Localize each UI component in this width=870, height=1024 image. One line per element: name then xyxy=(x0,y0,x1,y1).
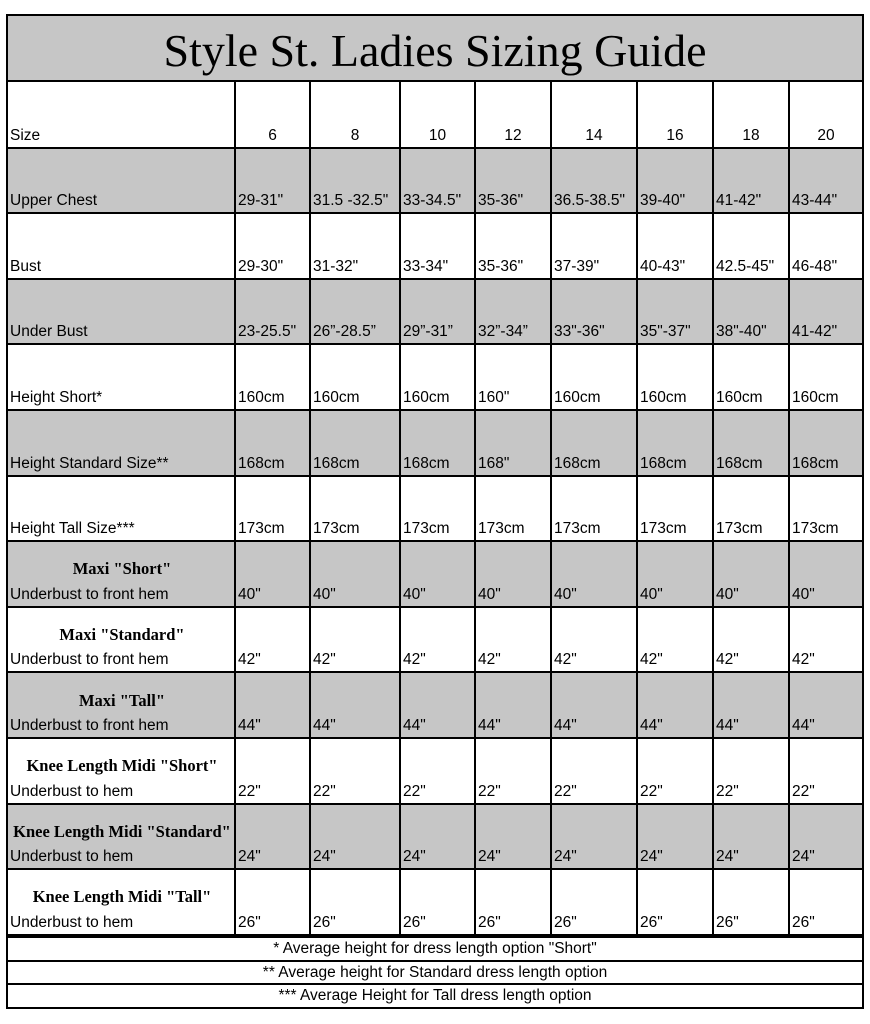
table-row xyxy=(8,148,862,214)
row-label-cell: Upper Chest xyxy=(8,148,235,214)
size-header-cell: 12 xyxy=(475,82,551,148)
table-row xyxy=(8,476,862,542)
measurement-cell: 33-34" xyxy=(400,213,475,279)
measurement-cell: 26" xyxy=(637,869,713,935)
row-title: Maxi "Tall" xyxy=(78,690,165,710)
measurement-cell: 40" xyxy=(789,541,862,607)
size-header-label: Size xyxy=(8,82,235,148)
measurement-cell: 168" xyxy=(475,410,551,476)
measurement-cell: 40-43" xyxy=(637,213,713,279)
measurement-cell: 23-25.5" xyxy=(235,279,310,345)
size-header-cell: 10 xyxy=(400,82,475,148)
measurement-cell: 173cm xyxy=(637,476,713,542)
row-label: Underbust to hem xyxy=(10,782,134,800)
measurement-cell: 32”-34” xyxy=(475,279,551,345)
measurement-cell: 40" xyxy=(637,541,713,607)
measurement-cell: 24" xyxy=(310,804,400,870)
measurement-cell: 33"-36" xyxy=(551,279,637,345)
size-header-cell: 6 xyxy=(235,82,310,148)
row-label-cell: Height Tall Size*** xyxy=(8,476,235,542)
measurement-cell: 39-40" xyxy=(637,148,713,214)
table-row xyxy=(8,738,862,804)
table-row xyxy=(8,869,862,935)
measurement-cell: 168cm xyxy=(637,410,713,476)
measurement-cell: 173cm xyxy=(400,476,475,542)
measurement-cell: 26”-28.5” xyxy=(310,279,400,345)
row-label: Underbust to front hem xyxy=(10,651,169,669)
measurement-cell: 26" xyxy=(551,869,637,935)
measurement-cell: 42.5-45" xyxy=(713,213,789,279)
measurement-cell: 24" xyxy=(637,804,713,870)
measurement-cell: 31-32" xyxy=(310,213,400,279)
measurement-cell: 44" xyxy=(310,672,400,738)
measurement-cell: 44" xyxy=(400,672,475,738)
measurement-cell: 160cm xyxy=(400,344,475,410)
measurement-cell: 160cm xyxy=(789,344,862,410)
row-title: Maxi "Short" xyxy=(72,559,172,579)
row-title: Knee Length Midi "Standard" xyxy=(13,821,231,841)
measurement-cell: 24" xyxy=(713,804,789,870)
measurement-cell: 40" xyxy=(475,541,551,607)
row-label-cell xyxy=(8,672,235,738)
measurement-cell: 173cm xyxy=(310,476,400,542)
footnotes xyxy=(8,936,862,1007)
row-label-cell xyxy=(8,738,235,804)
measurement-cell: 35-36" xyxy=(475,213,551,279)
row-label-cell: Under Bust xyxy=(8,279,235,345)
measurement-cell: 26" xyxy=(475,869,551,935)
measurement-cell: 173cm xyxy=(789,476,862,542)
measurement-cell: 22" xyxy=(400,738,475,804)
row-title: Knee Length Midi "Tall" xyxy=(32,887,212,907)
measurement-cell: 168cm xyxy=(713,410,789,476)
measurement-cell: 173cm xyxy=(475,476,551,542)
table-row xyxy=(8,410,862,476)
measurement-cell: 37-39" xyxy=(551,213,637,279)
header-row xyxy=(8,82,862,148)
measurement-cell: 160" xyxy=(475,344,551,410)
row-label: Underbust to front hem xyxy=(10,585,169,603)
measurement-cell: 44" xyxy=(637,672,713,738)
page-title: Style St. Ladies Sizing Guide xyxy=(163,25,707,76)
footnote: ** Average height for Standard dress length option xyxy=(8,960,862,984)
measurement-cell: 43-44" xyxy=(789,148,862,214)
measurement-cell: 24" xyxy=(400,804,475,870)
measurement-cell: 26" xyxy=(400,869,475,935)
measurement-cell: 42" xyxy=(551,607,637,673)
sizing-guide-sheet xyxy=(6,14,864,1009)
measurement-cell: 36.5-38.5" xyxy=(551,148,637,214)
measurement-cell: 44" xyxy=(551,672,637,738)
measurement-cell: 41-42" xyxy=(789,279,862,345)
measurement-cell: 22" xyxy=(310,738,400,804)
measurement-cell: 33-34.5" xyxy=(400,148,475,214)
measurement-cell: 22" xyxy=(637,738,713,804)
measurement-cell: 31.5 -32.5" xyxy=(310,148,400,214)
row-label: Underbust to hem xyxy=(10,913,134,931)
row-label-cell xyxy=(8,869,235,935)
measurement-cell: 38"-40" xyxy=(713,279,789,345)
table-row xyxy=(8,607,862,673)
size-header-cell: 20 xyxy=(789,82,862,148)
measurement-cell: 42" xyxy=(235,607,310,673)
measurement-cell: 173cm xyxy=(713,476,789,542)
measurement-cell: 26" xyxy=(789,869,862,935)
table-row xyxy=(8,541,862,607)
measurement-cell: 168cm xyxy=(400,410,475,476)
measurement-cell: 44" xyxy=(235,672,310,738)
measurement-cell: 26" xyxy=(235,869,310,935)
measurement-cell: 29-30" xyxy=(235,213,310,279)
measurement-cell: 44" xyxy=(789,672,862,738)
measurement-cell: 42" xyxy=(713,607,789,673)
sizing-table xyxy=(8,82,862,936)
measurement-cell: 41-42" xyxy=(713,148,789,214)
measurement-cell: 40" xyxy=(551,541,637,607)
measurement-cell: 160cm xyxy=(637,344,713,410)
measurement-cell: 42" xyxy=(637,607,713,673)
row-label-cell xyxy=(8,607,235,673)
row-label-cell xyxy=(8,541,235,607)
measurement-cell: 22" xyxy=(713,738,789,804)
footnote: *** Average Height for Tall dress length option xyxy=(8,983,862,1007)
row-label: Underbust to hem xyxy=(10,848,134,866)
row-label-cell xyxy=(8,804,235,870)
measurement-cell: 173cm xyxy=(235,476,310,542)
size-header-cell: 18 xyxy=(713,82,789,148)
measurement-cell: 26" xyxy=(310,869,400,935)
table-row xyxy=(8,672,862,738)
measurement-cell: 44" xyxy=(713,672,789,738)
measurement-cell: 44" xyxy=(475,672,551,738)
measurement-cell: 29-31" xyxy=(235,148,310,214)
footnote: * Average height for dress length option "Short" xyxy=(8,936,862,960)
table-row xyxy=(8,213,862,279)
measurement-cell: 168cm xyxy=(551,410,637,476)
measurement-cell: 22" xyxy=(789,738,862,804)
row-label-cell: Height Standard Size** xyxy=(8,410,235,476)
measurement-cell: 160cm xyxy=(551,344,637,410)
measurement-cell: 168cm xyxy=(789,410,862,476)
row-title: Knee Length Midi "Short" xyxy=(26,756,218,776)
measurement-cell: 24" xyxy=(475,804,551,870)
row-label-cell: Bust xyxy=(8,213,235,279)
measurement-cell: 26" xyxy=(713,869,789,935)
measurement-cell: 168cm xyxy=(310,410,400,476)
table-row xyxy=(8,804,862,870)
measurement-cell: 40" xyxy=(713,541,789,607)
measurement-cell: 22" xyxy=(551,738,637,804)
size-header-cell: 16 xyxy=(637,82,713,148)
measurement-cell: 40" xyxy=(400,541,475,607)
measurement-cell: 40" xyxy=(310,541,400,607)
measurement-cell: 35"-37" xyxy=(637,279,713,345)
row-label: Underbust to front hem xyxy=(10,716,169,734)
row-title: Maxi "Standard" xyxy=(59,625,185,645)
measurement-cell: 35-36" xyxy=(475,148,551,214)
measurement-cell: 160cm xyxy=(310,344,400,410)
table-row xyxy=(8,344,862,410)
size-header-cell: 14 xyxy=(551,82,637,148)
sizing-table-body xyxy=(8,82,862,935)
size-header-cell: 8 xyxy=(310,82,400,148)
measurement-cell: 24" xyxy=(789,804,862,870)
measurement-cell: 22" xyxy=(475,738,551,804)
measurement-cell: 42" xyxy=(310,607,400,673)
measurement-cell: 46-48" xyxy=(789,213,862,279)
measurement-cell: 160cm xyxy=(713,344,789,410)
measurement-cell: 173cm xyxy=(551,476,637,542)
measurement-cell: 24" xyxy=(235,804,310,870)
measurement-cell: 40" xyxy=(235,541,310,607)
row-label-cell: Height Short* xyxy=(8,344,235,410)
measurement-cell: 24" xyxy=(551,804,637,870)
measurement-cell: 160cm xyxy=(235,344,310,410)
measurement-cell: 42" xyxy=(789,607,862,673)
measurement-cell: 42" xyxy=(475,607,551,673)
measurement-cell: 168cm xyxy=(235,410,310,476)
measurement-cell: 22" xyxy=(235,738,310,804)
title-bar xyxy=(8,16,862,82)
measurement-cell: 29”-31” xyxy=(400,279,475,345)
table-row xyxy=(8,279,862,345)
measurement-cell: 42" xyxy=(400,607,475,673)
